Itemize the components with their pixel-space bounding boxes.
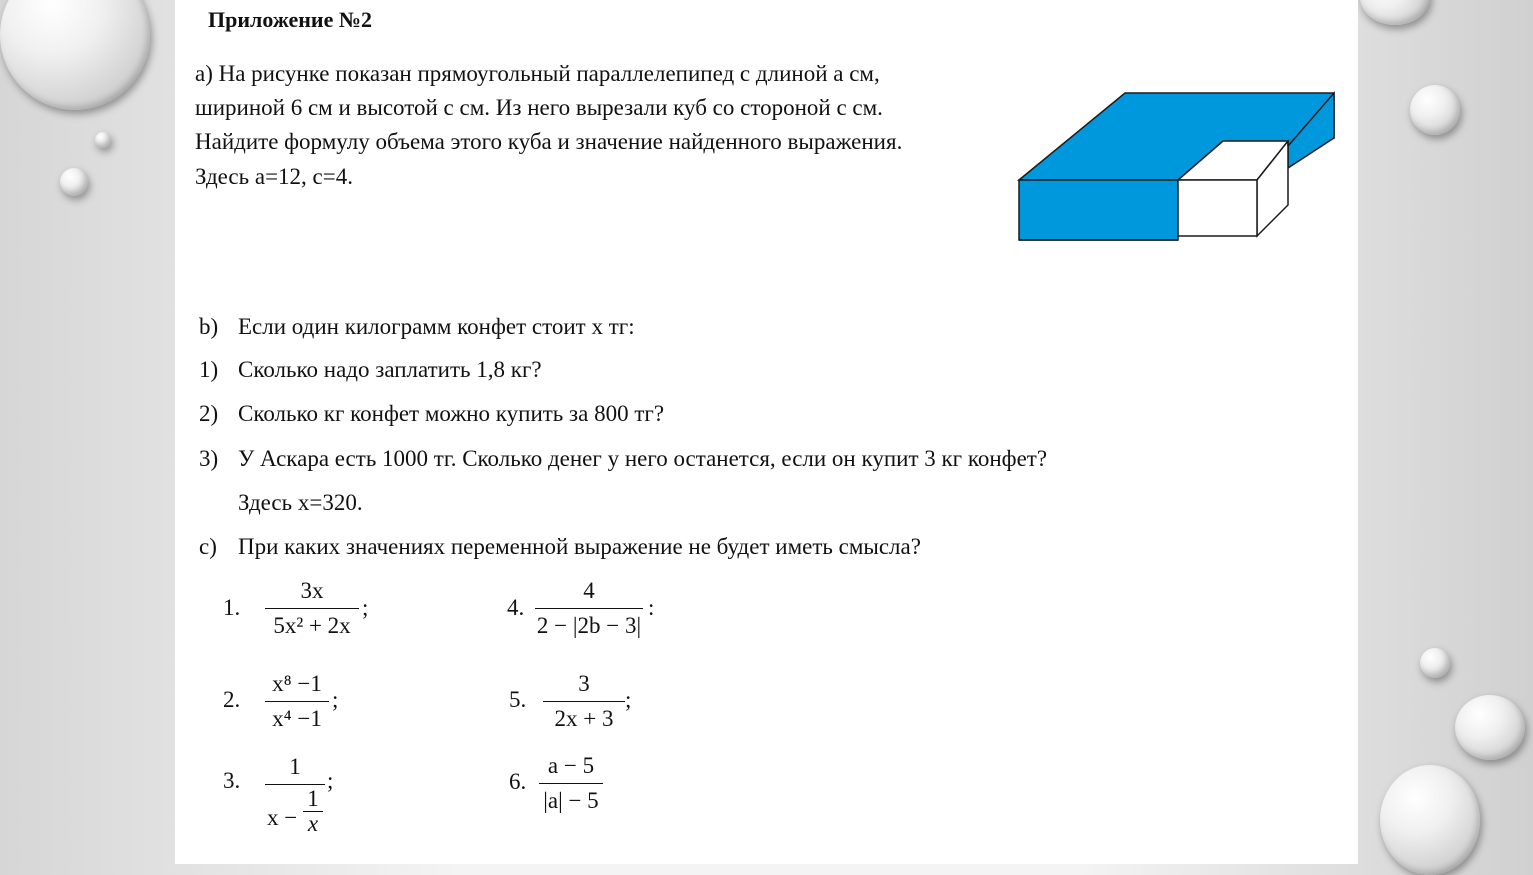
parallelepiped-figure — [1015, 88, 1340, 248]
fraction-bar — [265, 784, 325, 785]
box-front-face — [1019, 180, 1178, 240]
water-drop-small — [1420, 648, 1450, 678]
part-b-intro: Если один килограмм конфет стоит x тг: — [238, 314, 635, 339]
water-drop-small — [95, 132, 111, 148]
expression-5-number: 5. — [509, 687, 527, 712]
fraction-bar — [539, 783, 603, 784]
question-1-label: 1) — [199, 357, 219, 382]
expression-2-numerator: x⁸ −1 — [272, 671, 322, 696]
question-3-label: 3) — [199, 446, 219, 471]
expression-3-separator: ; — [327, 768, 334, 793]
fraction-bar — [535, 608, 643, 609]
question-3-text: У Аскара есть 1000 тг. Сколько денег у него останется, если он купит 3 кг конфет? — [238, 446, 1048, 471]
expression-5-numerator: 3 — [578, 671, 590, 696]
question-2-label: 2) — [199, 401, 219, 426]
expression-3-number: 3. — [223, 768, 241, 793]
expression-2-fraction — [265, 669, 329, 734]
expression-1-fraction — [265, 576, 359, 641]
expression-1-denominator: 5x² + 2x — [273, 613, 351, 638]
expression-4-denominator: 2 − |2b − 3| — [536, 613, 642, 638]
water-drop-large — [0, 0, 150, 110]
part-c-label: c) — [199, 534, 217, 559]
expression-5-denominator: 2x + 3 — [554, 706, 614, 731]
part-a-line-1: а) На рисунке показан прямоугольный параллелепипед с длиной a см, — [195, 61, 880, 86]
expression-4-separator: : — [648, 595, 655, 620]
document-page — [175, 0, 1358, 864]
expression-5-fraction — [543, 669, 625, 734]
expression-2-number: 2. — [223, 687, 241, 712]
expression-4-number: 4. — [507, 595, 525, 620]
water-drop-medium — [1410, 85, 1460, 135]
expression-3-inner-fraction — [303, 787, 323, 836]
page-title: Приложение №2 — [208, 7, 372, 32]
fraction-bar — [265, 608, 359, 609]
expression-2-denominator: x⁴ −1 — [272, 706, 322, 731]
part-b-given: Здесь x=320. — [238, 490, 363, 515]
part-a-line-3: Найдите формулу объема этого куба и значение найденного выражения. — [195, 129, 903, 154]
expression-1-numerator: 3x — [300, 578, 324, 603]
expression-6-fraction — [539, 751, 603, 816]
water-drop-medium — [1455, 695, 1525, 760]
fraction-bar — [543, 701, 625, 702]
expression-6-denominator: |a| − 5 — [543, 788, 599, 813]
expression-6-numerator: a − 5 — [547, 753, 595, 778]
expression-1-number: 1. — [223, 595, 241, 620]
expression-3-inner-numerator: 1 — [307, 786, 319, 811]
expression-2-separator: ; — [332, 687, 339, 712]
part-c-question: При каких значениях переменной выражение не будет иметь смысла? — [238, 534, 921, 559]
question-2-text: Сколько кг конфет можно купить за 800 тг? — [238, 401, 665, 426]
water-drop-small — [60, 168, 88, 196]
expression-6-number: 6. — [509, 769, 527, 794]
part-b-label: b) — [199, 314, 219, 339]
water-drop-large — [1380, 765, 1480, 875]
expression-3-fraction — [265, 752, 325, 849]
water-drop-large — [1360, 0, 1430, 25]
question-1-text: Сколько надо заплатить 1,8 кг? — [238, 357, 542, 382]
expression-5-separator: ; — [625, 687, 632, 712]
expression-3-denominator — [265, 787, 325, 849]
cube-front-face — [1178, 180, 1257, 236]
part-a-line-2: шириной 6 см и высотой c см. Из него вырезали куб со стороной c см. — [195, 95, 883, 120]
expression-3-inner-denominator: x — [307, 811, 319, 836]
fraction-bar — [265, 701, 329, 702]
expression-1-separator: ; — [362, 595, 369, 620]
expression-3-denominator-prefix: x − — [267, 805, 298, 830]
part-a-line-4: Здесь a=12, c=4. — [195, 164, 353, 189]
expression-3-numerator: 1 — [289, 754, 301, 779]
expression-4-fraction — [535, 576, 643, 641]
expression-4-numerator: 4 — [583, 578, 595, 603]
